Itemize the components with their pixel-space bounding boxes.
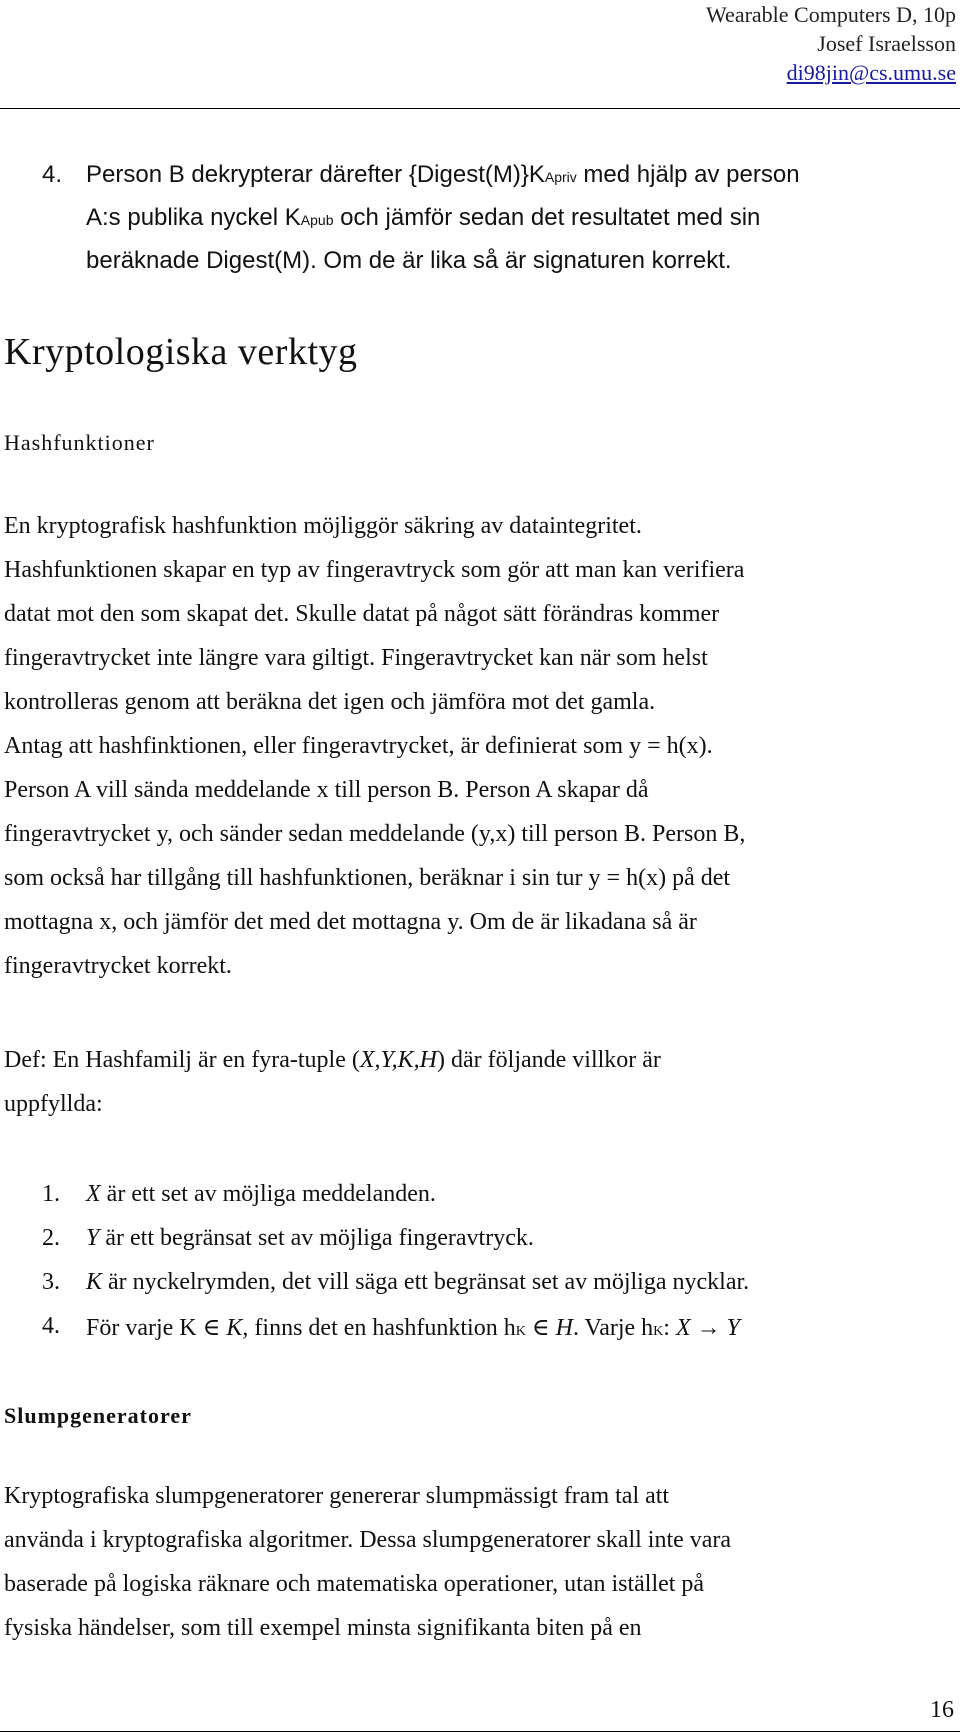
page-number: 16 [930,1697,954,1723]
hash-line: datat mot den som skapat det. Skulle datat på något sätt förändras kommer [4,601,720,627]
slump-line: baserade på logiska räknare och matematiska operationer, utan istället på [4,1571,705,1597]
hash-heading: Hashfunktioner [4,430,155,455]
slump-line: fysiska händelser, som till exempel minsta signifikanta biten på en [4,1615,642,1641]
intro-item-line-1: Person B dekrypterar därefter {Digest(M)}KApriv med hjälp av person [86,161,800,188]
hash-line: Hashfunktionen skapar en typ av fingeravtryck som gör att man kan verifiera [4,557,745,583]
hash-line: Antag att hashfinktionen, eller fingeravtrycket, är definierat som y = h(x). [4,733,713,759]
arrow-symbol: → [690,1315,727,1341]
def-item-number: 3. [42,1269,60,1295]
hash-line: fingeravtrycket y, och sänder sedan meddelande (y,x) till person B. Person B, [4,821,746,847]
def-tuple: X,Y,K,H [359,1047,438,1073]
slump-line: Kryptografiska slumpgeneratorer genererar slumpmässigt fram tal att [4,1483,670,1509]
intro-item-line-3: beräknade Digest(M). Om de är lika så är signaturen korrekt. [86,247,732,274]
header-email[interactable] [787,60,956,86]
hash-line: mottagna x, och jämför det med det mottagna y. Om de är likadana så är [4,909,697,935]
def-item-4: För varje K ∈ K, finns det en hashfunktion hK ∈ H. Varje hK: X → Y [86,1315,740,1341]
element-of-symbol: ∈ [531,1315,550,1341]
header-course: Wearable Computers D, 10p [706,2,956,27]
def-item: Y är ett begränsat set av möjliga fingeravtryck. [86,1225,534,1251]
hash-line: kontrolleras genom att beräkna det igen och jämföra mot det gamla. [4,689,656,715]
def-item: X är ett set av möjliga meddelanden. [86,1181,436,1207]
hash-line: Person A vill sända meddelande x till person B. Person A skapar då [4,777,649,803]
element-of-symbol: ∈ [202,1315,221,1341]
header-author: Josef Israelsson [817,31,956,56]
intro-item-number: 4. [42,161,63,188]
hash-line: som också har tillgång till hashfunktionen, beräknar i sin tur y = h(x) på det [4,865,731,891]
footer-divider [0,1731,960,1732]
intro-item-line-2: A:s publika nyckel KApub och jämför sedan det resultatet med sin [86,204,761,231]
email-link[interactable]: di98jin@cs.umu.se [786,60,956,85]
def-item-number: 1. [42,1181,60,1207]
def-line-2: uppfyllda: [4,1091,103,1117]
hash-line: En kryptografisk hashfunktion möjliggör säkring av dataintegritet. [4,513,642,539]
def-item: K är nyckelrymden, det vill säga ett begränsat set av möjliga nycklar. [86,1269,750,1295]
def-item-number: 4. [42,1313,60,1339]
hash-line: fingeravtrycket inte längre vara giltigt. Fingeravtrycket kan när som helst [4,645,708,671]
header-divider [0,108,960,109]
section-title: Kryptologiska verktyg [4,331,358,373]
hash-line: fingeravtrycket korrekt. [4,953,232,979]
def-item-number: 2. [42,1225,60,1251]
slump-line: använda i kryptografiska algoritmer. Dessa slumpgeneratorer skall inte vara [4,1527,732,1553]
slump-heading: Slumpgeneratorer [4,1403,192,1428]
def-line-1: Def: En Hashfamilj är en fyra-tuple (X,Y,K,H) där följande villkor är [4,1047,661,1073]
